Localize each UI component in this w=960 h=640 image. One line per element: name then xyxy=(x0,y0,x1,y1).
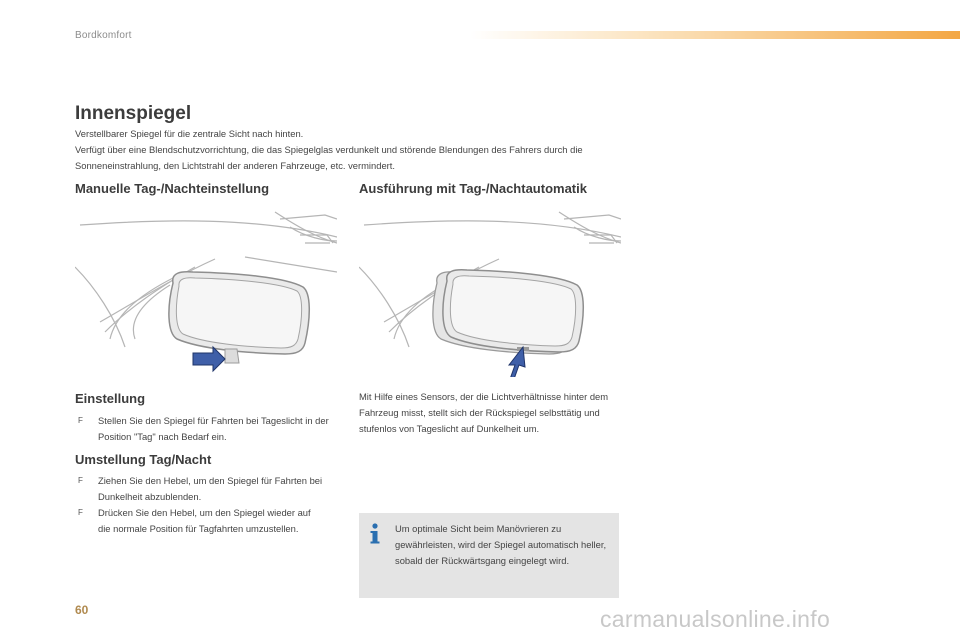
intro-line-2: Verfügt über eine Blendschutzvorrichtung, die das Spiegelglas verdunkelt und störende Blendungen des Fahrers durch die Sonneneinstrahlung, den Lichtstrahl der anderen Fahrzeuge, etc. vermindert. xyxy=(75,144,583,171)
watermark: carmanualsonline.info xyxy=(600,606,831,632)
automatic-description: Mit Hilfe eines Sensors, der die Lichtverhältnisse hinter dem Fahrzeug misst, stellt sich der Rückspiegel selbsttätig und stufenlos von Tageslicht auf Dunkelheit um. xyxy=(359,391,609,434)
page-number: 60 xyxy=(75,603,89,617)
automatic-mirror-illustration xyxy=(359,207,621,377)
info-note-text: Um optimale Sicht beim Manövrieren zu gewährleisten, wird der Spiegel automatisch heller, sobald der Rückwärtsgang eingelegt wird. xyxy=(395,523,607,566)
bullet-icon: F xyxy=(78,476,83,485)
manual-heading: Manuelle Tag-/Nachteinstellung xyxy=(75,181,270,196)
page-title: Innenspiegel xyxy=(75,103,192,124)
info-icon xyxy=(369,523,381,545)
bullet-icon: F xyxy=(78,508,83,517)
intro-text xyxy=(75,126,635,174)
info-note xyxy=(359,513,619,598)
intro-line-1: Verstellbarer Spiegel für die zentrale Sicht nach hinten. xyxy=(75,128,304,139)
umstellung-heading: Umstellung Tag/Nacht xyxy=(75,452,212,467)
manual-mirror-illustration xyxy=(75,207,337,377)
list-item-text: Drücken Sie den Hebel, um den Spiegel wieder auf die normale Position für Tagfahrten umzustellen. xyxy=(98,507,311,534)
automatic-heading: Ausführung mit Tag-/Nachtautomatik xyxy=(359,181,587,196)
list-item xyxy=(75,413,340,445)
header-accent-bar xyxy=(470,31,960,39)
bullet-icon: F xyxy=(78,416,83,425)
list-item-text: Stellen Sie den Spiegel für Fahrten bei Tageslicht in der Position "Tag" nach Bedarf ein. xyxy=(98,415,329,442)
list-item-text: Ziehen Sie den Hebel, um den Spiegel für Fahrten bei Dunkelheit abzublenden. xyxy=(98,475,323,502)
list-item xyxy=(75,473,325,505)
umstellung-list xyxy=(75,473,325,537)
list-item xyxy=(75,505,325,537)
einstellung-heading: Einstellung xyxy=(75,391,146,406)
einstellung-list xyxy=(75,413,340,445)
section-label: Bordkomfort xyxy=(75,30,132,41)
